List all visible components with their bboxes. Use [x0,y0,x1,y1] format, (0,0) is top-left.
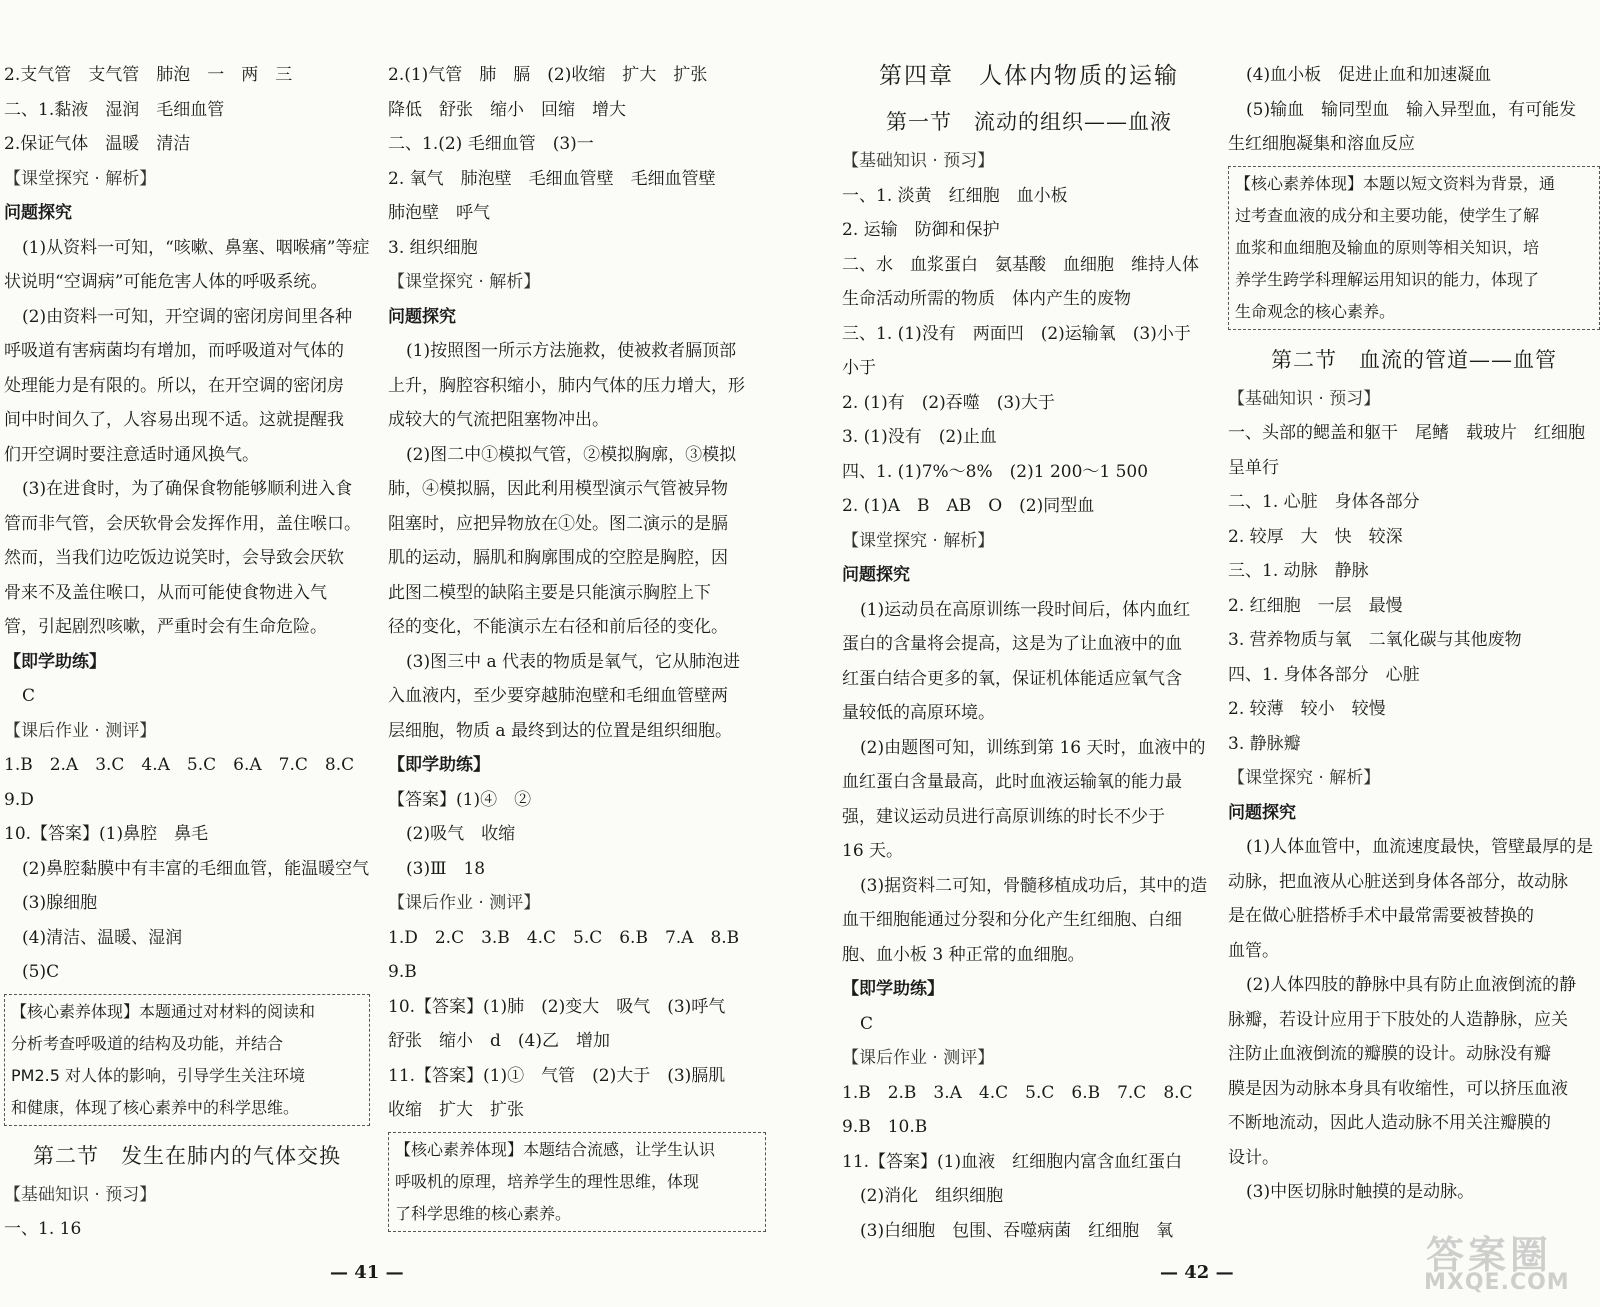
text-line: (2)消化 组织细胞 [860,1186,1004,1206]
left-page-column-1 [4,58,370,1247]
text-line: 10.【答案】(1)鼻腔 鼻毛 [4,824,209,844]
text-line: 3. (1)没有 (2)止血 [842,427,997,447]
text-line: (2)由资料一可知，开空调的密闭房间里各种 [22,306,353,327]
text-line: 9.D [4,789,34,810]
text-line: (3)在进食时，为了确保食物能够顺利进入食 [22,479,353,499]
text-line: 9.B [388,962,417,982]
text-line: 四、1. 身体各部分 心脏 [1228,664,1420,685]
subheading: 【即学助练】 [4,651,106,672]
text-line: (1)人体血管中，血流速度最快，管壁最厚的是 [1246,837,1594,857]
section-tag: 【课堂探究 · 解析】 [1228,768,1381,788]
text-line: 径的变化，不能演示左右径和前后径的变化。 [388,617,728,637]
subheading: 问题探究 [1228,802,1296,823]
text-line: 注防止血液倒流的瓣膜的设计。动脉没有瓣 [1228,1044,1551,1064]
text-block [388,58,766,1128]
section-tag: 【基础知识 · 预习】 [4,1184,157,1205]
text-line: 11.【答案】(1)血液 红细胞内富含血红蛋白 [842,1151,1183,1172]
text-line: (2)由题图可知，训练到第 16 天时，血液中的 [860,737,1206,758]
text-line: 二、1.(2) 毛细血管 (3)一 [388,134,594,154]
subheading: 问题探究 [388,306,456,327]
section-tag: 【基础知识 · 预习】 [1228,388,1381,409]
box-line: 了科学思维的核心素养。 [395,1203,572,1223]
section-heading: 第二节 发生在肺内的气体交换 [33,1143,341,1168]
text-line: 2. 较薄 较小 较慢 [1228,699,1386,719]
text-line: 二、1. 心脏 身体各部分 [1228,492,1420,512]
section-tag: 【课堂探究 · 解析】 [388,272,541,292]
text-line: 阻塞时，应把异物放在①处。图二演示的是膈 [388,513,728,534]
section-tag: 【课堂探究 · 解析】 [842,530,995,551]
box-line: 养学生跨学科理解运用知识的能力，体现了 [1235,269,1540,289]
text-line: 11.【答案】(1)① 气管 (2)大于 (3)膈肌 [388,1065,726,1086]
subheading: 问题探究 [842,565,910,585]
text-line: 舒张 缩小 d (4)乙 增加 [388,1031,610,1051]
text-line: 二、1.黏液 湿润 毛细血管 [4,99,225,120]
subheading: 【即学助练】 [842,979,944,999]
text-line: (3)Ⅲ 18 [406,858,486,879]
text-line: 此图二模型的缺陷主要是只能演示胸腔上下 [388,582,711,603]
text-line: C [860,1013,874,1034]
section-tag: 【课后作业 · 测评】 [388,893,541,913]
text-block [1228,382,1600,1210]
chapter-title: 第四章 人体内物质的运输 [879,63,1179,89]
text-line: 血红蛋白含量最高，此时血液运输氧的能力最 [842,772,1182,792]
text-line: C [22,686,36,706]
text-line: 降低 舒张 缩小 回缩 增大 [388,99,626,120]
section-heading: 第一节 流动的组织——血液 [886,110,1172,134]
section-tag: 【基础知识 · 预习】 [842,151,995,171]
box-line: 【核心素养体现】本题以短文资料为背景，通 [1235,173,1556,193]
box-line: 【核心素养体现】本题通过对材料的阅读和 [11,1001,316,1021]
text-line: (3)据资料二可知，骨髓移植成功后，其中的造 [860,875,1208,896]
text-line: 3. 营养物质与氧 二氧化碳与其他废物 [1228,630,1522,650]
text-line: 脉瓣，若设计应用于下肢处的人造静脉，应关 [1228,1009,1568,1030]
text-line: 层细胞，物质 a 最终到达的位置是组织细胞。 [388,720,732,741]
text-line: 16 天。 [842,841,904,861]
box-line: 生命观念的核心素养。 [1235,301,1396,321]
text-line: 三、1. (1)没有 两面凹 (2)运输氧 (3)小于 [842,323,1191,344]
section-heading: 第二节 血流的管道——血管 [1271,347,1557,372]
text-line: 膜是因为动脉本身具有收缩性，可以挤压血液 [1228,1078,1568,1099]
text-line: 2. 红细胞 一层 最慢 [1228,595,1403,616]
text-line: (5)输血 输同型血 输入异型血，有可能发 [1246,99,1577,120]
box-line: 血浆和血细胞及输血的原则等相关知识，培 [1235,237,1540,257]
text-line: (1)运动员在高原训练一段时间后，体内血红 [860,599,1191,620]
text-line: 然而，当我们边吃饭边说笑时，会导致会厌软 [4,548,344,568]
section-tag: 【课后作业 · 测评】 [842,1048,995,1068]
text-line: (2)图二中①模拟气管，②模拟胸廓，③模拟 [406,444,737,465]
text-line: 强，建议运动员进行高原训练的时长不少于 [842,806,1165,827]
text-line: 收缩 扩大 扩张 [388,1100,524,1120]
section-tag: 【课后作业 · 测评】 [4,720,157,741]
text-line: 生命活动所需的物质 体内产生的废物 [842,289,1131,309]
text-line: 骨来不及盖住喉口，从而可能使食物进入气 [4,582,327,603]
watermark-logo [1400,1222,1600,1302]
text-line: 一、1. 16 [4,1219,82,1239]
text-line: 呈单行 [1228,457,1279,478]
section-tag: 【课堂探究 · 解析】 [4,168,157,189]
box-line: 过考查血液的成分和主要功能，使学生了解 [1235,205,1540,225]
core-literacy-box [4,994,370,1126]
text-line: 9.B 10.B [842,1117,928,1137]
watermark-text: 答案圈 [1426,1233,1553,1277]
watermark-url: MXQE.COM [1424,1270,1570,1295]
text-line: 2. (1)有 (2)吞噬 (3)大于 [842,392,1055,413]
text-line: 状说明“空调病”可能危害人体的呼吸系统。 [4,272,328,292]
box-line: 呼吸机的原理，培养学生的理性思维，体现 [395,1171,700,1191]
core-literacy-box [1228,166,1600,330]
text-line: 2. 运输 防御和保护 [842,220,1000,240]
text-line: 管而非气管，会厌软骨会发挥作用，盖住喉口。 [4,513,361,534]
text-line: 是在做心脏搭桥手术中最常需要被替换的 [1228,906,1534,926]
text-line: 一、头部的鳃盖和躯干 尾鳍 载玻片 红细胞 [1228,423,1585,443]
box-line: 和健康，体现了核心素养中的科学思维。 [11,1097,300,1117]
text-line: 1.B 2.B 3.A 4.C 5.C 6.B 7.C 8.C [842,1082,1193,1103]
text-line: 肌的运动，膈肌和胸廓围成的空腔是胸腔，因 [388,548,728,568]
text-line: (3)图三中 a 代表的物质是氧气，它从肺泡进 [406,651,741,672]
text-line: 间中时间久了，人容易出现不适。这就提醒我 [4,410,344,430]
text-line: (4)清洁、温暖、湿润 [22,927,183,948]
text-line: (1)按照图一所示方法施救，使被救者膈顶部 [406,341,737,361]
text-line: 四、1. (1)7%～8% (2)1 200～1 500 [842,461,1149,482]
left-page-column-2 [388,58,766,1240]
text-line: 入血液内，至少要穿越肺泡壁和毛细血管壁两 [388,686,728,706]
text-line: 量较低的高原环境。 [842,703,995,723]
text-line: 2.保证气体 温暖 清洁 [4,134,191,154]
text-line: (2)人体四肢的静脉中具有防止血液倒流的静 [1246,975,1577,995]
text-line: 动脉，把血液从心脏送到身体各部分，故动脉 [1228,871,1568,892]
text-line: (5)C [22,962,60,982]
text-line: (3)腺细胞 [22,893,98,913]
text-line: (4)血小板 促进止血和加速凝血 [1246,65,1492,85]
core-literacy-box [388,1132,766,1232]
text-line: 不断地流动，因此人造动脉不用关注瓣膜的 [1228,1113,1551,1133]
text-block [1228,58,1600,162]
page-number-left: — 41 — [330,1262,404,1283]
right-page-column-2 [1228,58,1600,1210]
text-line: 三、1. 动脉 静脉 [1228,561,1369,581]
text-line: 2. 较厚 大 快 较深 [1228,526,1403,547]
right-page-column-1 [842,58,1216,1248]
text-line: (2)吸气 收缩 [406,824,516,844]
text-line: (2)鼻腔黏膜中有丰富的毛细血管，能温暖空气 [22,858,370,879]
text-line: 血管。 [1228,940,1279,961]
text-line: 10.【答案】(1)肺 (2)变大 吸气 (3)呼气 [388,996,726,1017]
text-line: (1)从资料一可知，“咳嗽、鼻塞、咽喉痛”等症 [22,237,370,258]
box-line: 分析考查呼吸道的结构及功能，并结合 [11,1033,284,1053]
text-line: 肺，④模拟膈，因此利用模型演示气管被异物 [388,479,728,499]
text-line: 一、1. 淡黄 红细胞 血小板 [842,185,1068,206]
text-line: 2. 氧气 肺泡壁 毛细血管壁 毛细血管壁 [388,168,716,189]
subheading: 【即学助练】 [388,755,490,775]
text-line: 2.支气管 支气管 肺泡 一 两 三 [4,65,293,85]
text-line: 蛋白的含量将会提高，这是为了让血液中的血 [842,634,1182,654]
text-line: 成较大的气流把阻塞物冲出。 [388,410,609,430]
box-line: PM2.5 对人体的影响，引导学生关注环境 [11,1065,305,1085]
subheading: 问题探究 [4,203,72,223]
text-line: 胞、血小板 3 种正常的血细胞。 [842,944,1085,965]
text-block [4,58,370,990]
text-line: 生红细胞凝集和溶血反应 [1228,134,1415,154]
box-line: 【核心素养体现】本题结合流感，让学生认识 [395,1139,716,1159]
page-number-right: — 42 — [1160,1262,1234,1283]
text-line: 1.D 2.C 3.B 4.C 5.C 6.B 7.A 8.B [388,927,740,948]
text-line: 血干细胞能通过分裂和分化产生红细胞、白细 [842,910,1182,930]
text-line: 红蛋白结合更多的氧，保证机体能适应氧气含 [842,668,1182,689]
text-line: 3. 静脉瓣 [1228,733,1301,754]
text-line: 二、水 血浆蛋白 氨基酸 血细胞 维持人体 [842,254,1199,275]
text-line: (3)白细胞 包围、吞噬病菌 红细胞 氧 [860,1220,1174,1241]
text-block [4,1178,370,1247]
text-line: 小于 [842,358,876,378]
text-line: 设计。 [1228,1147,1279,1168]
text-line: 3. 组织细胞 [388,237,478,258]
text-block [842,144,1216,1248]
text-line: 1.B 2.A 3.C 4.A 5.C 6.A 7.C 8.C [4,755,355,775]
text-line: 肺泡壁 呼气 [388,203,490,223]
text-line: 处理能力是有限的。所以，在开空调的密闭房 [4,375,344,396]
text-line: 上升，胸腔容积缩小，肺内气体的压力增大，形 [388,375,745,396]
text-line: 【答案】(1)④ ② [388,789,532,810]
text-line: 2. (1)A B AB O (2)同型血 [842,496,1095,516]
text-line: 们开空调时要注意适时通风换气。 [4,444,259,465]
text-line: (3)中医切脉时触摸的是动脉。 [1246,1182,1475,1202]
text-line: 管，引起剧烈咳嗽，严重时会有生命危险。 [4,617,327,637]
text-line: 呼吸道有害病菌均有增加，而呼吸道对气体的 [4,341,344,361]
text-line: 2.(1)气管 肺 膈 (2)收缩 扩大 扩张 [388,65,708,85]
